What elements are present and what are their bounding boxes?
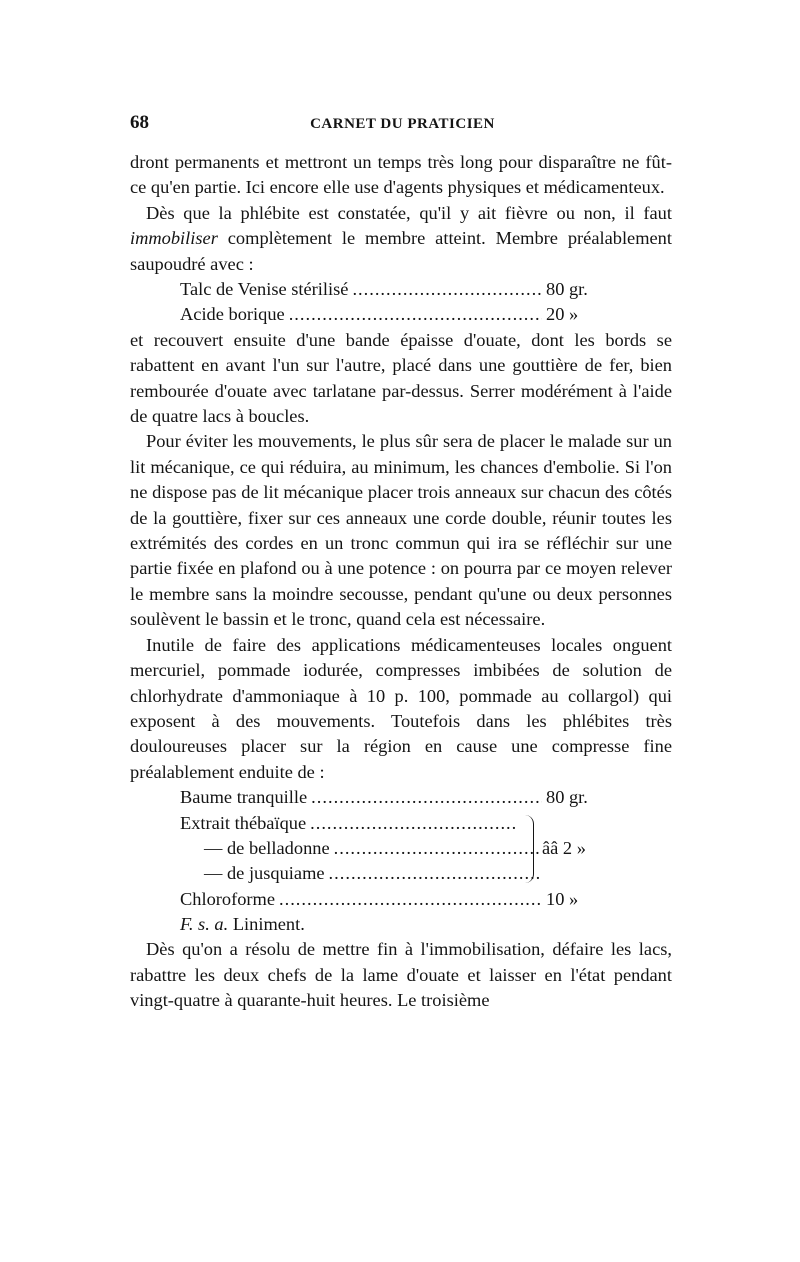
paragraph-3: et recouvert ensuite d'une bande épaisse d'ouate, dont les bords se rabattent en avant l'un sur l'autre, placé dans une gouttière de fer, bien rembourée d'ouate avec tarlatane par-dessus. Serrer modérément à l'aide de quatre lacs à boucles. [130,329,672,427]
curly-brace-icon [525,815,534,883]
ingredient-name: Chloroforme [180,888,275,909]
grouped-ingredients [180,811,672,887]
prescription-powder [180,277,672,328]
group-quantity: ââ 2 » [542,837,586,858]
paragraph-6: Dès qu'on a résolu de mettre fin à l'immobilisation, défaire les lacs, rabattre les deux chefs de la lame d'ouate et laisser en l'état pendant vingt-quatre à quarante-huit heures. Le troisième [130,939,672,1011]
ingredient-quantity: 20 » [546,304,579,325]
formula-instruction [180,912,672,937]
prescription-line [180,861,544,886]
prescription-liniment [180,785,672,912]
paragraph-2-start: Dès que la phlébite est constatée, qu'il y ait fièvre ou non, il faut [146,202,672,223]
prescription-line [180,302,620,327]
leader-dots [352,277,542,302]
prescription-line [180,836,544,861]
prescription-line [180,277,620,302]
ingredient-quantity: 10 » [546,888,579,909]
ingredient-quantity: 80 gr. [546,787,588,808]
paragraph-1: dront permanents et mettront un temps très long pour disparaître ne fût-ce qu'en partie. Ici encore elle use d'agents physiques et médicamenteux. [130,152,672,198]
ingredient-name: Acide borique [180,304,285,325]
page-number: 68 [130,112,149,133]
ingredient-name: — de jusquiame [204,863,325,884]
page-header [130,112,675,140]
leader-dots [334,836,540,861]
body-text [130,150,672,1014]
running-title: CARNET DU PRATICIEN [310,116,495,132]
prescription-line [180,785,620,810]
ingredient-name: Extrait thébaïque [180,812,307,833]
leader-dots [279,887,542,912]
prescription-line [180,811,520,836]
paragraph-2-emphasis: immobiliser [130,228,218,249]
ingredient-name: Baume tranquille [180,787,308,808]
paragraph-2 [130,201,672,277]
leader-dots [311,785,542,810]
paragraph-2-end: complètement le membre atteint. Membre préalablement saupoudré avec : [130,228,672,274]
formula-abbreviation: F. s. a. [180,914,229,935]
prescription-line [180,887,620,912]
ingredient-quantity: 80 gr. [546,279,588,300]
leader-dots [329,861,540,886]
leader-dots [289,302,542,327]
ingredient-name: Talc de Venise stérilisé [180,279,349,300]
paragraph-4: Pour éviter les mouvements, le plus sûr sera de placer le malade sur un lit mécanique, ce qui réduira, au minimum, les chances d'embolie. Si l'on ne dispose pas de lit mécanique placer trois anneaux sur chacun des côtés de la gouttière, fixer sur ces anneaux une corde double, réunir toutes les extrémités des cordes en un tronc commun qui ira se réfléchir sur une partie fixée en plafond ou à une potence : on pourra par ce moyen relever le membre sans la moindre secousse, pendant qu'une ou deux personnes soulèvent le bassin et le tronc, quand cela est nécessaire. [130,431,672,630]
leader-dots [310,811,516,836]
formula-form: Liniment. [232,914,305,935]
paragraph-5: Inutile de faire des applications médicamenteuses locales onguent mercuriel, pommade iodurée, compresses imbibées de solution de chlorhydrate d'ammoniaque à 10 p. 100, pommade au collargol) qui exposent à des mouvements. Toutefois dans les phlébites très douloureuses placer sur la région en cause une compresse fine préalablement enduite de : [130,634,672,782]
ingredient-name: — de belladonne [204,837,330,858]
